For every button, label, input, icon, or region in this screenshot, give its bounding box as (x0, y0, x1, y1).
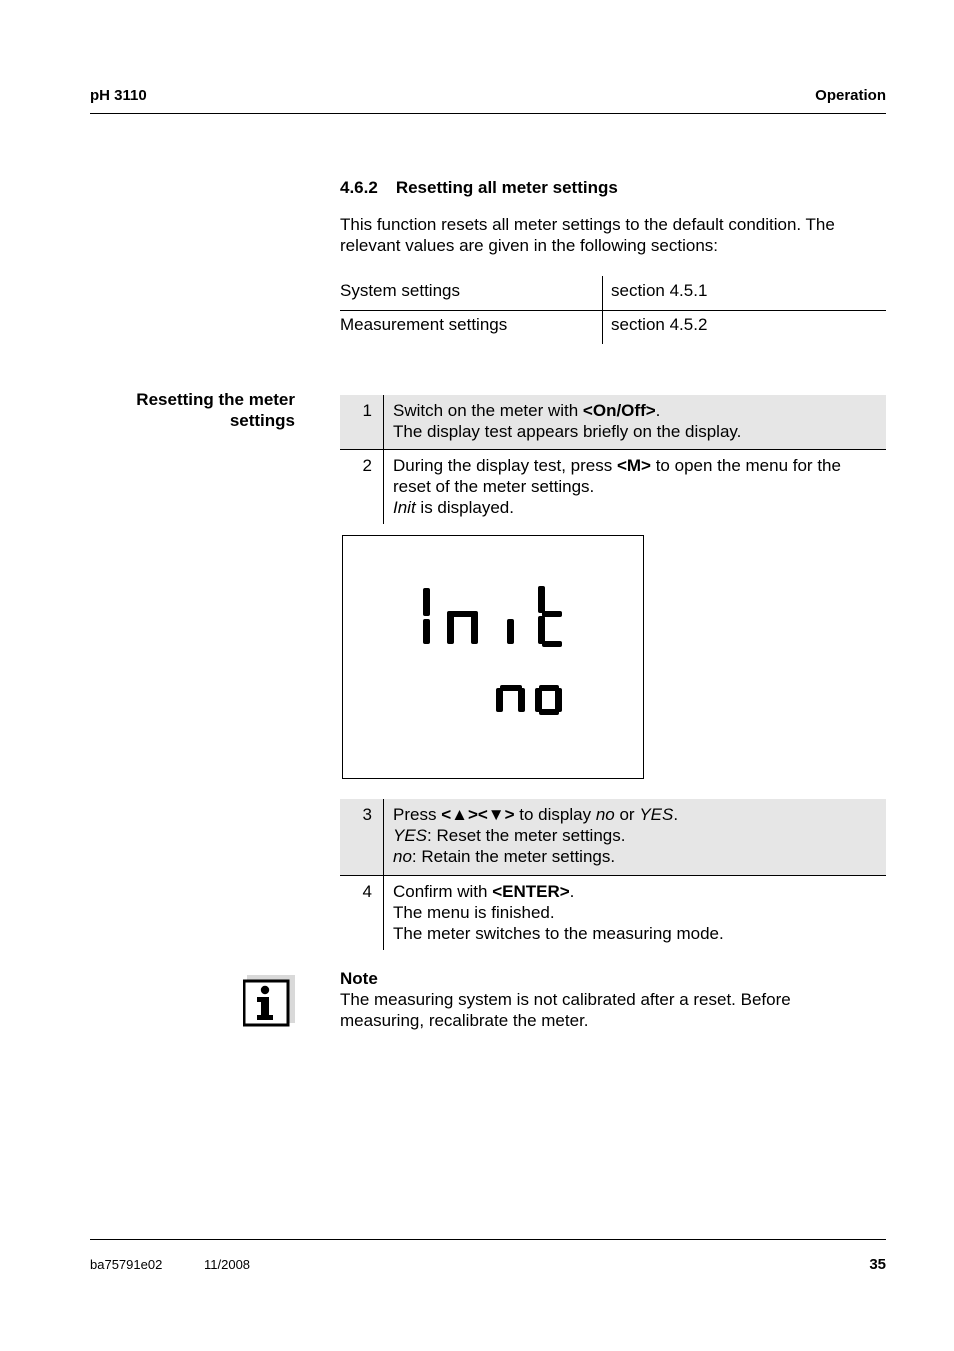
page-number: 35 (869, 1256, 886, 1273)
step-text: Press <▲><▼> to display no or YES. YES: Reset the meter settings. no: Retain the meter settings. (393, 805, 679, 866)
footer-date: 11/2008 (204, 1257, 251, 1272)
step-1 (340, 395, 886, 450)
step-number: 4 (362, 882, 372, 901)
section-intro (340, 214, 886, 256)
section-number: 4.6.2 (340, 178, 378, 197)
table-row (340, 310, 886, 344)
ref-section: section 4.5.2 (611, 315, 708, 334)
key-up-down: <▲><▼> (441, 805, 515, 824)
settings-reference-table (340, 276, 886, 344)
info-icon (243, 975, 295, 1027)
footer-doc-id: ba75791e02 (90, 1257, 163, 1272)
ref-label: System settings (340, 281, 460, 300)
intro-line-1: This function resets all meter settings to the default condition. The (340, 215, 835, 234)
header-rule (90, 113, 886, 114)
key-on-off: <On/Off> (582, 401, 656, 420)
side-heading: Resetting the meter settings (136, 390, 295, 430)
header-chapter: Operation (815, 87, 886, 104)
section-heading (340, 178, 618, 198)
ref-label: Measurement settings (340, 315, 508, 334)
table-row (340, 276, 886, 310)
step-text: During the display test, press <M> to open the menu for the reset of the meter settings. Init is displayed. (393, 456, 841, 517)
step-text: Confirm with <ENTER>. The menu is finished. The meter switches to the measuring mode. (393, 882, 724, 943)
lcd-segments (343, 536, 643, 778)
step-number: 1 (362, 401, 372, 420)
header-product: pH 3110 (90, 87, 147, 104)
intro-line-2: relevant values are given in the following sections: (340, 236, 718, 255)
step-4 (340, 876, 886, 950)
step-3 (340, 799, 886, 876)
key-enter: <ENTER> (492, 882, 570, 901)
note-text: The measuring system is not calibrated after a reset. Before measuring, recalibrate the meter. (340, 990, 791, 1030)
note-title: Note (340, 969, 378, 988)
step-2 (340, 450, 886, 524)
footer-rule (90, 1239, 886, 1240)
step-number: 3 (362, 805, 372, 824)
meter-display-illustration (342, 535, 644, 779)
key-m: <M> (616, 456, 651, 475)
step-text: Switch on the meter with <On/Off>. The display test appears briefly on the display. (393, 401, 742, 441)
step-number: 2 (362, 456, 372, 475)
ref-section: section 4.5.1 (611, 281, 708, 300)
section-title: Resetting all meter settings (395, 178, 618, 197)
